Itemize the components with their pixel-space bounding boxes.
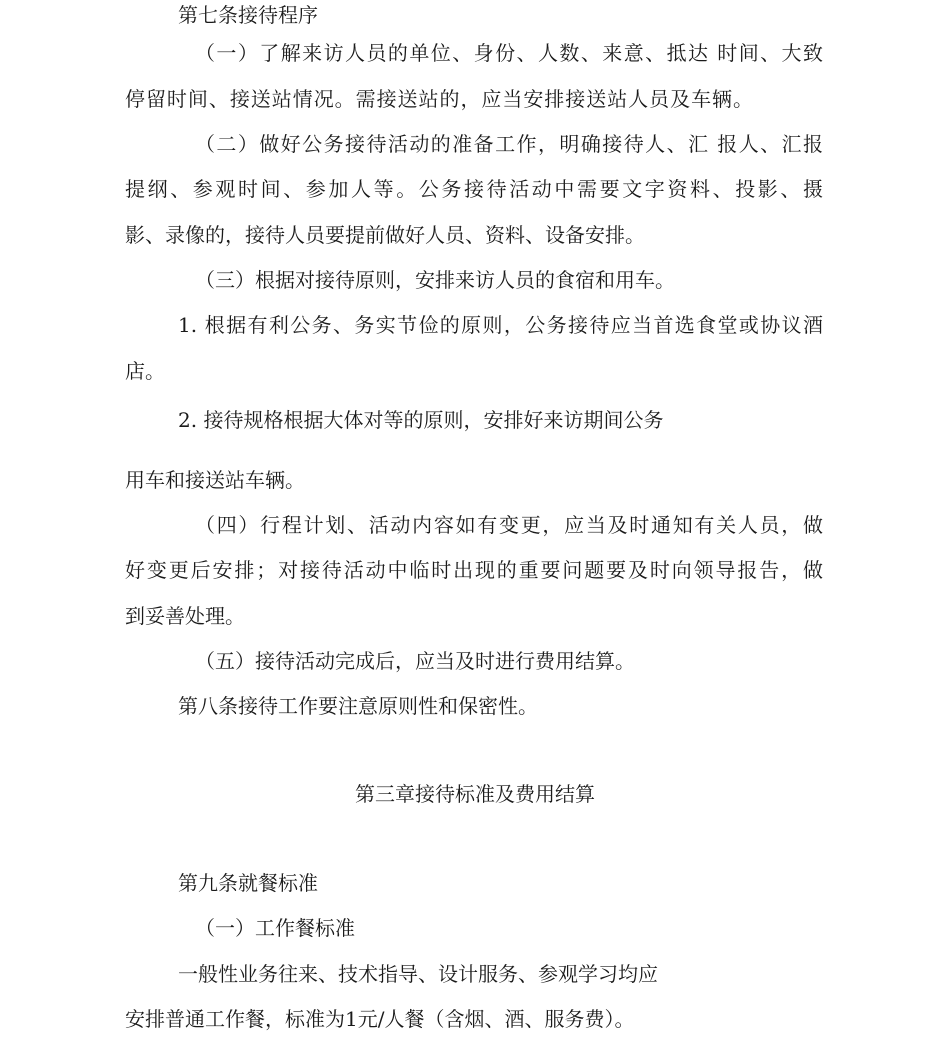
- article-8-line: 第八条接待工作要注意原则性和保密性。: [178, 694, 538, 718]
- article-7-heading: 第七条接待程序: [178, 3, 318, 27]
- paragraph-line: 安排普通工作餐，标准为1元/人餐（含烟、酒、服务费）。: [125, 1007, 635, 1031]
- paragraph-line: 影、录像的，接待人员要提前做好人员、资料、设备安排。: [125, 223, 645, 247]
- list-item-2-line: 2. 接待规格根据大体对等的原则，安排好来访期间公务: [178, 408, 664, 432]
- paragraph-line: 停留时间、接送站情况。需接送站的，应当安排接送站人员及车辆。: [125, 87, 753, 111]
- paragraph-line: （二）做好公务接待活动的准备工作，明确接待人、汇 报人、汇报: [195, 132, 823, 156]
- list-item-2-line: 用车和接送站车辆。: [125, 468, 305, 492]
- paragraph-line: 提纲、参观时间、参加人等。公务接待活动中需要文字资料、投影、摄: [125, 177, 823, 201]
- subsection-heading: （一）工作餐标准: [195, 916, 355, 940]
- paragraph-line: 一般性业务往来、技术指导、设计服务、参观学习均应: [178, 962, 658, 986]
- paragraph-line: （五）接待活动完成后，应当及时进行费用结算。: [195, 649, 635, 673]
- paragraph-line: （三）根据对接待原则，安排来访人员的食宿和用车。: [195, 268, 675, 292]
- paragraph-line: 好变更后安排；对接待活动中临时出现的重要问题要及时向领导报告，做: [125, 558, 823, 582]
- paragraph-line: （四）行程计划、活动内容如有变更，应当及时通知有关人员，做: [195, 513, 823, 537]
- article-9-heading: 第九条就餐标准: [178, 871, 318, 895]
- chapter-3-title: 第三章接待标准及费用结算: [355, 782, 595, 806]
- list-item-1-line: 店。: [125, 359, 165, 383]
- paragraph-line: 到妥善处理。: [125, 604, 245, 628]
- list-item-1-line: 1. 根据有利公务、务实节俭的原则，公务接待应当首选食堂或协议酒: [178, 313, 823, 337]
- paragraph-line: （一）了解来访人员的单位、身份、人数、来意、抵达 时间、大致: [195, 41, 823, 65]
